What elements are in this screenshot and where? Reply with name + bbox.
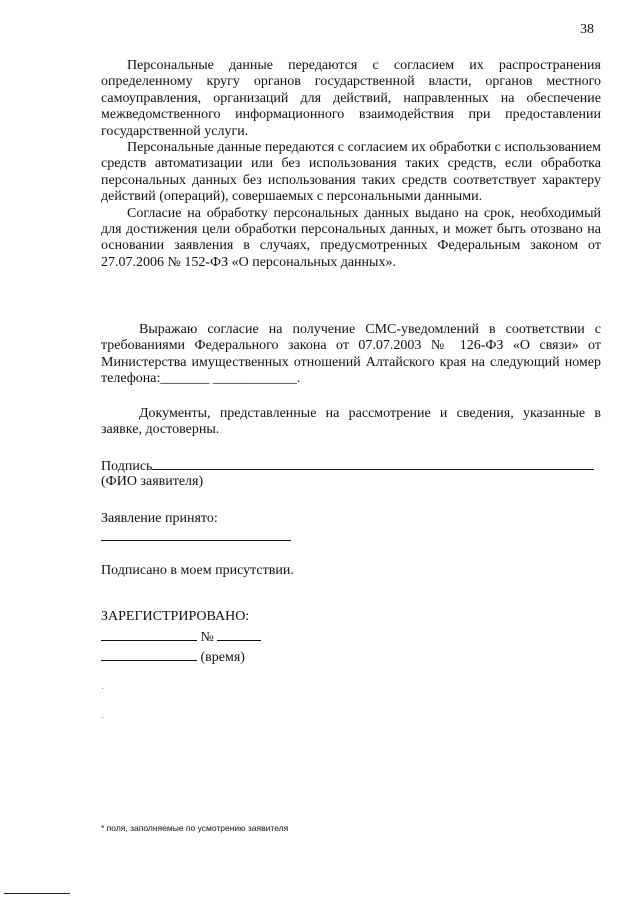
registration-date-field[interactable] (101, 627, 197, 641)
signature-field[interactable] (152, 456, 594, 470)
scan-speck (102, 717, 103, 718)
sms-consent-text: Выражаю согласие на получение СМС-уведомлений в соответствии с требованиями Федерального закона от 07.07.2003 № 126-ФЗ «О связи» от Министерства имущественных отношений Алтайского края на следующий номер телефона: (101, 322, 601, 387)
witness-statement: Подписано в моем присутствии. (101, 563, 294, 578)
applicant-fio-label: (ФИО заявителя) (101, 474, 204, 489)
registration-time-field[interactable] (101, 647, 197, 661)
sms-consent-section (101, 322, 601, 388)
consent-section (101, 58, 601, 271)
signature-label: Подпись (101, 459, 153, 474)
acceptance-field[interactable] (101, 527, 291, 541)
scan-speck (102, 688, 103, 689)
documents-statement: Документы, представленные на рассмотрение и сведения, указанные в заявке, достоверны. (101, 406, 601, 438)
sms-consent-paragraph (101, 322, 601, 388)
documents-statement-section (101, 406, 601, 439)
phone-number-field[interactable]: _______ ____________ (160, 371, 297, 387)
registration-number-field[interactable] (217, 627, 261, 641)
consent-paragraph: Согласие на обработку персональных данных выдано на срок, необходимый для достижения цели обработки персональных данных, и может быть отозвано на основании заявления в случаях, предусмотренных Федеральным законом от 27.07.2006 № 152-ФЗ «О персональных данных». (101, 205, 601, 270)
registration-time-line (101, 647, 245, 666)
signature-line (101, 456, 594, 475)
sms-consent-end: . (296, 371, 301, 387)
consent-paragraph: Персональные данные передаются с согласием их обработки с использованием средств автоматизации или без использования таких средств, если обработка персональных данных без использования таких средств соответствует характеру действий (операций), совершаемых с персональными данными. (101, 140, 601, 205)
registration-time-label: (время) (200, 650, 245, 665)
registration-number-line (101, 627, 261, 646)
scan-edge-mark (4, 893, 70, 894)
page-number: 38 (580, 22, 594, 37)
acceptance-line (101, 527, 291, 546)
acceptance-label: Заявление принято: (101, 511, 218, 526)
registration-title: ЗАРЕГИСТРИРОВАНО: (101, 609, 250, 624)
consent-paragraph: Персональные данные передаются с согласием их распространения определенному кругу органов государственной власти, органов местного самоуправления, организаций для действий, направленных на обеспечение межведомственного информационного взаимодействия при предоставлении государственной услуги. (101, 58, 601, 139)
footnote: * поля, заполняемые по усмотрению заявителя (101, 823, 289, 833)
registration-number-label: № (200, 630, 214, 645)
